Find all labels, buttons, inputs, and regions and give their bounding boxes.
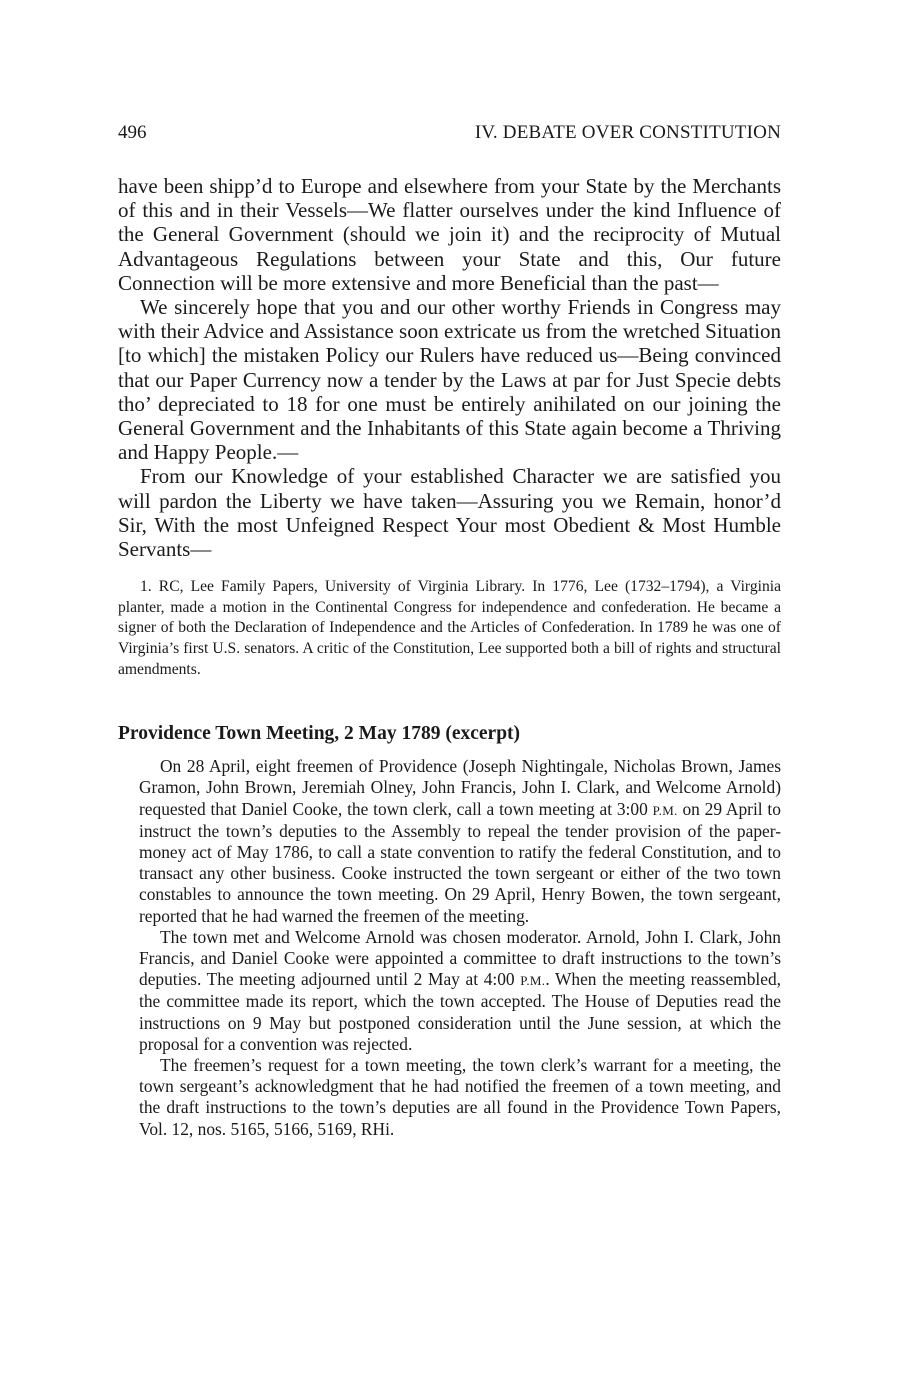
- book-page: [118, 118, 781, 1140]
- headnote-paragraph: [139, 756, 781, 927]
- headnote-text: on 29 April to instruct the town’s deputies to the Assembly to repeal the tender provision of the paper-money act of May 1786, to call a state convention to ratify the federal Constitution, and to transact any other business. Cooke instructed the town sergeant or either of the two town constables to announce the town meeting. On 29 April, Henry Bowen, the town sergeant, reported that he had warned the freemen of the meeting.: [139, 798, 781, 926]
- section-title-word2-initial: C: [639, 122, 653, 143]
- time-marker: P.M.: [652, 802, 678, 818]
- time-marker: P.M.: [520, 973, 546, 989]
- page-number: 496: [118, 122, 147, 143]
- headnote-text: . When the meeting reassembled, the committee made its report, which the town accepted. The House of Deputies read the instructions on 9 May but postponed consideration until the June session, at which the proposal for a convention was rejected.: [139, 969, 781, 1054]
- letter-paragraph: have been shipp’d to Europe and elsewhere from your State by the Merchants of this and in their Vessels—We flatter ourselves under the kind Influence of the General Government (should we join it) and the reciprocity of Mutual Advantageous Regulations between your State and this, Our future Connection will be more extensive and more Beneficial than the past—: [118, 174, 781, 295]
- section-title-roman: IV. D: [474, 122, 517, 143]
- footnote: 1. RC, Lee Family Papers, University of Virginia Library. In 1776, Lee (1732–1794), a Virginia planter, made a motion in the Continental Congress for independence and confederation. He became a signer of both the Declaration of Independence and the Articles of Confederation. In 1789 he was one of Virginia’s first U.S. senators. A critic of the Constitution, Lee supported both a bill of rights and structural amendments.: [118, 578, 781, 678]
- headnote-paragraph: [139, 927, 781, 1055]
- headnote-text: The town met and Welcome Arnold was chosen moderator. Arnold, John I. Clark, John Francis, and Daniel Cooke were appointed a committee to draft instructions to the town’s deputies. The meeting adjourned until 2 May at 4:00: [139, 926, 781, 990]
- letter-paragraph: We sincerely hope that you and our other worthy Friends in Congress may with their Advice and Assistance soon extricate us from the wretched Situation [to which] the mistaken Policy our Rulers have reduced us—Being convinced that our Paper Currency now a tender by the Laws at par for Just Specie debts tho’ depreciated to 18 for one must be entirely anihilated on our joining the General Government and the Inhabitants of this State again become a Thriving and Happy People.—: [118, 295, 781, 465]
- letter-paragraph: From our Knowledge of your established Character we are satisfied you will pardon the Liberty we have taken—Assuring you we Remain, honor’d Sir, With the most Unfeigned Respect Your most Obedient & Most Humble Servants—: [118, 464, 781, 562]
- section-title-word2: ONSTITUTION: [652, 122, 781, 143]
- headnote-paragraph: The freemen’s request for a town meeting, the town clerk’s warrant for a meeting, the town sergeant’s acknowledgment that he had notified the freemen of a town meeting, and the draft instructions to the town’s deputies are all found in the Providence Town Papers, Vol. 12, nos. 5165, 5166, 5169, RHi.: [139, 1055, 781, 1139]
- document-heading: Providence Town Meeting, 2 May 1789 (excerpt): [118, 723, 521, 745]
- headnote-text: On 28 April, eight freemen of Providence (Joseph Nightingale, Nicholas Brown, James Gramon, John Brown, Jeremiah Olney, John Francis, John I. Clark, and Welcome Arnold) requested that Daniel Cooke, the town clerk, call a town meeting at 3:00: [139, 756, 781, 819]
- section-title: [475, 122, 781, 144]
- letter-body: [118, 174, 781, 561]
- section-title-word1: EBATE OVER: [516, 122, 640, 143]
- running-head: [118, 118, 781, 152]
- headnote: [139, 756, 781, 1140]
